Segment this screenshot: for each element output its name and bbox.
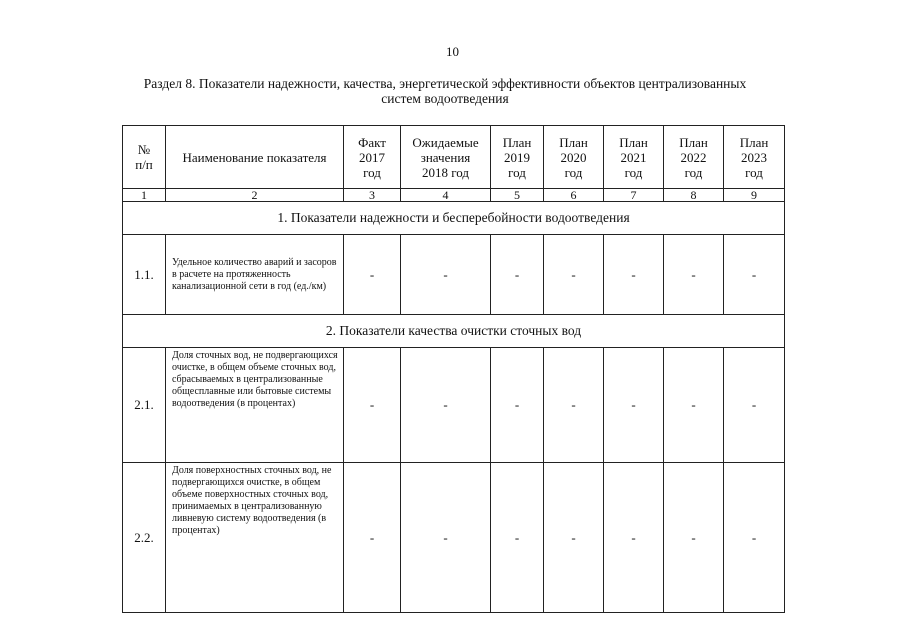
value-cell: - <box>401 463 491 613</box>
heading-line-2: систем водоотведения <box>381 91 509 106</box>
value-cell: - <box>664 463 724 613</box>
header-plan-2022: План 2022 год <box>664 126 724 189</box>
column-number: 3 <box>344 189 401 202</box>
column-number-row <box>123 189 785 202</box>
value-cell: - <box>604 235 664 315</box>
header-num: № п/п <box>123 126 166 189</box>
page-number: 10 <box>446 44 459 59</box>
header-plan-2023: План 2023 год <box>724 126 785 189</box>
value-cell: - <box>544 235 604 315</box>
indicator-name: Удельное количество аварий и засоров в расчете на протяженность канализационной сети в год (ед./км) <box>166 235 344 315</box>
value-cell: - <box>344 463 401 613</box>
header-expected-2018: Ожидаемые значения 2018 год <box>401 126 491 189</box>
value-cell: - <box>344 348 401 463</box>
indicator-name: Доля поверхностных сточных вод, не подвергающихся очистке, в общем объеме поверхностных сточных вод, принимаемых в централизованную ливневую систему водоотведения (в процентах) <box>166 463 344 613</box>
column-number: 1 <box>123 189 166 202</box>
value-cell: - <box>724 235 785 315</box>
header-fact-2017: Факт 2017 год <box>344 126 401 189</box>
value-cell: - <box>491 463 544 613</box>
section-row <box>123 202 785 235</box>
column-number: 5 <box>491 189 544 202</box>
value-cell: - <box>604 348 664 463</box>
heading-line-1: Раздел 8. Показатели надежности, качества, энергетической эффективности объектов централизованных <box>143 76 747 91</box>
value-cell: - <box>664 235 724 315</box>
section-title: 2. Показатели качества очистки сточных вод <box>123 315 785 348</box>
section-row <box>123 315 785 348</box>
value-cell: - <box>664 348 724 463</box>
header-plan-2020: План 2020 год <box>544 126 604 189</box>
row-number: 2.1. <box>123 348 166 463</box>
table-row <box>123 235 785 315</box>
value-cell: - <box>544 348 604 463</box>
row-number: 2.2. <box>123 463 166 613</box>
header-name: Наименование показателя <box>166 126 344 189</box>
value-cell: - <box>491 235 544 315</box>
value-cell: - <box>724 348 785 463</box>
table-row <box>123 463 785 613</box>
column-number: 4 <box>401 189 491 202</box>
value-cell: - <box>724 463 785 613</box>
header-row <box>123 126 785 189</box>
indicator-name: Доля сточных вод, не подвергающихся очистке, в общем объеме сточных вод, сбрасываемых в централизованные общесплавные или бытовые системы водоотведения (в процентах) <box>166 348 344 463</box>
header-plan-2021: План 2021 год <box>604 126 664 189</box>
value-cell: - <box>344 235 401 315</box>
header-plan-2019: План 2019 год <box>491 126 544 189</box>
section-title: 1. Показатели надежности и бесперебойности водоотведения <box>123 202 785 235</box>
column-number: 9 <box>724 189 785 202</box>
value-cell: - <box>401 348 491 463</box>
value-cell: - <box>544 463 604 613</box>
column-number: 7 <box>604 189 664 202</box>
column-number: 6 <box>544 189 604 202</box>
value-cell: - <box>491 348 544 463</box>
value-cell: - <box>401 235 491 315</box>
value-cell: - <box>604 463 664 613</box>
row-number: 1.1. <box>123 235 166 315</box>
indicators-table <box>122 125 785 613</box>
table-row <box>123 348 785 463</box>
column-number: 8 <box>664 189 724 202</box>
section-heading <box>70 76 820 106</box>
column-number: 2 <box>166 189 344 202</box>
